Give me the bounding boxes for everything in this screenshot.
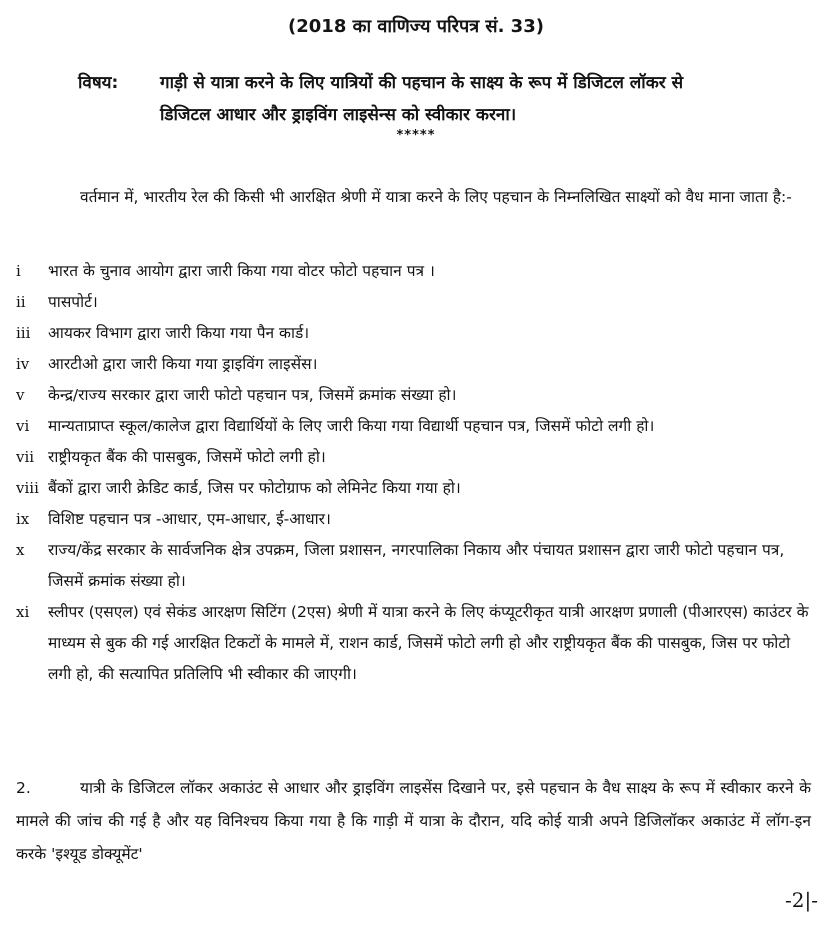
list-item (16, 504, 811, 535)
subject-line-1: गाड़ी से यात्रा करने के लिए यात्रियों की पहचान के साक्ष्य के रूप में डिजिटल लॉकर से (160, 73, 684, 93)
paragraph-2-text: यात्री के डिजिटल लॉकर अकाउंट से आधार और ड्राइविंग लाइसेंस दिखाने पर, इसे पहचान के वैध साक्ष्य के रूप में स्वीकार करने के मामले की जांच की गई है और यह विनिश्चय किया गया है कि गाड़ी में यात्रा के दौरान, यदि कोई यात्री अपने डिजिलॉकर अकाउंट में लॉग-इन करके 'इश्यूड डोक्यूमेंट' (16, 779, 811, 863)
id-proof-list (16, 256, 811, 690)
list-item-number: xi (16, 603, 30, 621)
list-item-text: पासपोर्ट। (48, 293, 98, 311)
list-item (16, 256, 811, 287)
list-item (16, 442, 811, 473)
subject-label: विषय: (78, 73, 119, 93)
list-item-text: बैंकों द्वारा जारी क्रेडिट कार्ड, जिस पर फोटोग्राफ को लेमिनेट किया गया हो। (48, 479, 461, 497)
list-item-text: आयकर विभाग द्वारा जारी किया गया पैन कार्ड। (48, 324, 310, 342)
list-item-text: राष्ट्रीयकृत बैंक की पासबुक, जिसमें फोटो लगी हो। (48, 448, 326, 466)
separator: ***** (396, 128, 436, 143)
list-item-text: विशिष्ट पहचान पत्र -आधार, एम-आधार, ई-आधार। (48, 510, 331, 528)
subject-line-2: डिजिटल आधार और ड्राइविंग लाइसेन्स को स्वीकार करना। (160, 105, 517, 125)
list-item-number: viii (16, 479, 39, 497)
list-item (16, 597, 811, 690)
list-item-text: स्लीपर (एसएल) एवं सेकंड आरक्षण सिटिंग (2एस) श्रेणी में यात्रा करने के लिए कंप्यूटरीकृत यात्री आरक्षण प्रणाली (पीआरएस) काउंटर के माध्यम से बुक की गई आरक्षित टिकटों के मामले में, राशन कार्ड, जिसमें फोटो लगी हो और राष्ट्रीयकृत बैंक की पासबुक, जिस पर फोटो लगी हो, की सत्यापित प्रतिलिपि भी स्वीकार की जाएगी। (48, 603, 809, 683)
page-number: -2|- (785, 888, 818, 912)
list-item-number: i (16, 262, 21, 280)
list-item-text: राज्य/केंद्र सरकार के सार्वजनिक क्षेत्र उपक्रम, जिला प्रशासन, नगरपालिका निकाय और पंचायत प्रशासन द्वारा जारी फोटो पहचान पत्र, जिसमें क्रमांक संख्या हो। (48, 541, 785, 590)
list-item-number: vii (16, 448, 35, 466)
paragraph-number: 2. (16, 779, 31, 797)
list-item (16, 535, 811, 597)
list-item-text: भारत के चुनाव आयोग द्वारा जारी किया गया वोटर फोटो पहचान पत्र । (48, 262, 435, 280)
list-item (16, 349, 811, 380)
list-item (16, 473, 811, 504)
list-item-text: मान्यताप्राप्त स्कूल/कालेज द्वारा विद्यार्थियों के लिए जारी किया गया विद्यार्थी पहचान पत्र, जिसमें फोटो लगी हो। (48, 417, 655, 435)
list-item (16, 380, 811, 411)
list-item-number: iv (16, 355, 30, 373)
circular-title: (2018 का वाणिज्य परिपत्र सं. 33) (288, 16, 544, 37)
list-item (16, 411, 811, 442)
list-item (16, 318, 811, 349)
paragraph-2 (16, 772, 811, 871)
list-item-number: x (16, 541, 25, 559)
intro-paragraph: वर्तमान में, भारतीय रेल की किसी भी आरक्षित श्रेणी में यात्रा करने के लिए पहचान के निम्नलिखित साक्ष्यों को वैध माना जाता है:- (80, 188, 792, 206)
list-item-text: आरटीओ द्वारा जारी किया गया ड्राइविंग लाइसेंस। (48, 355, 318, 373)
list-item (16, 287, 811, 318)
list-item-number: ii (16, 293, 26, 311)
list-item-number: iii (16, 324, 31, 342)
list-item-number: ix (16, 510, 30, 528)
list-item-number: vi (16, 417, 30, 435)
list-item-number: v (16, 386, 25, 404)
list-item-text: केन्द्र/राज्य सरकार द्वारा जारी फोटो पहचान पत्र, जिसमें क्रमांक संख्या हो। (48, 386, 457, 404)
